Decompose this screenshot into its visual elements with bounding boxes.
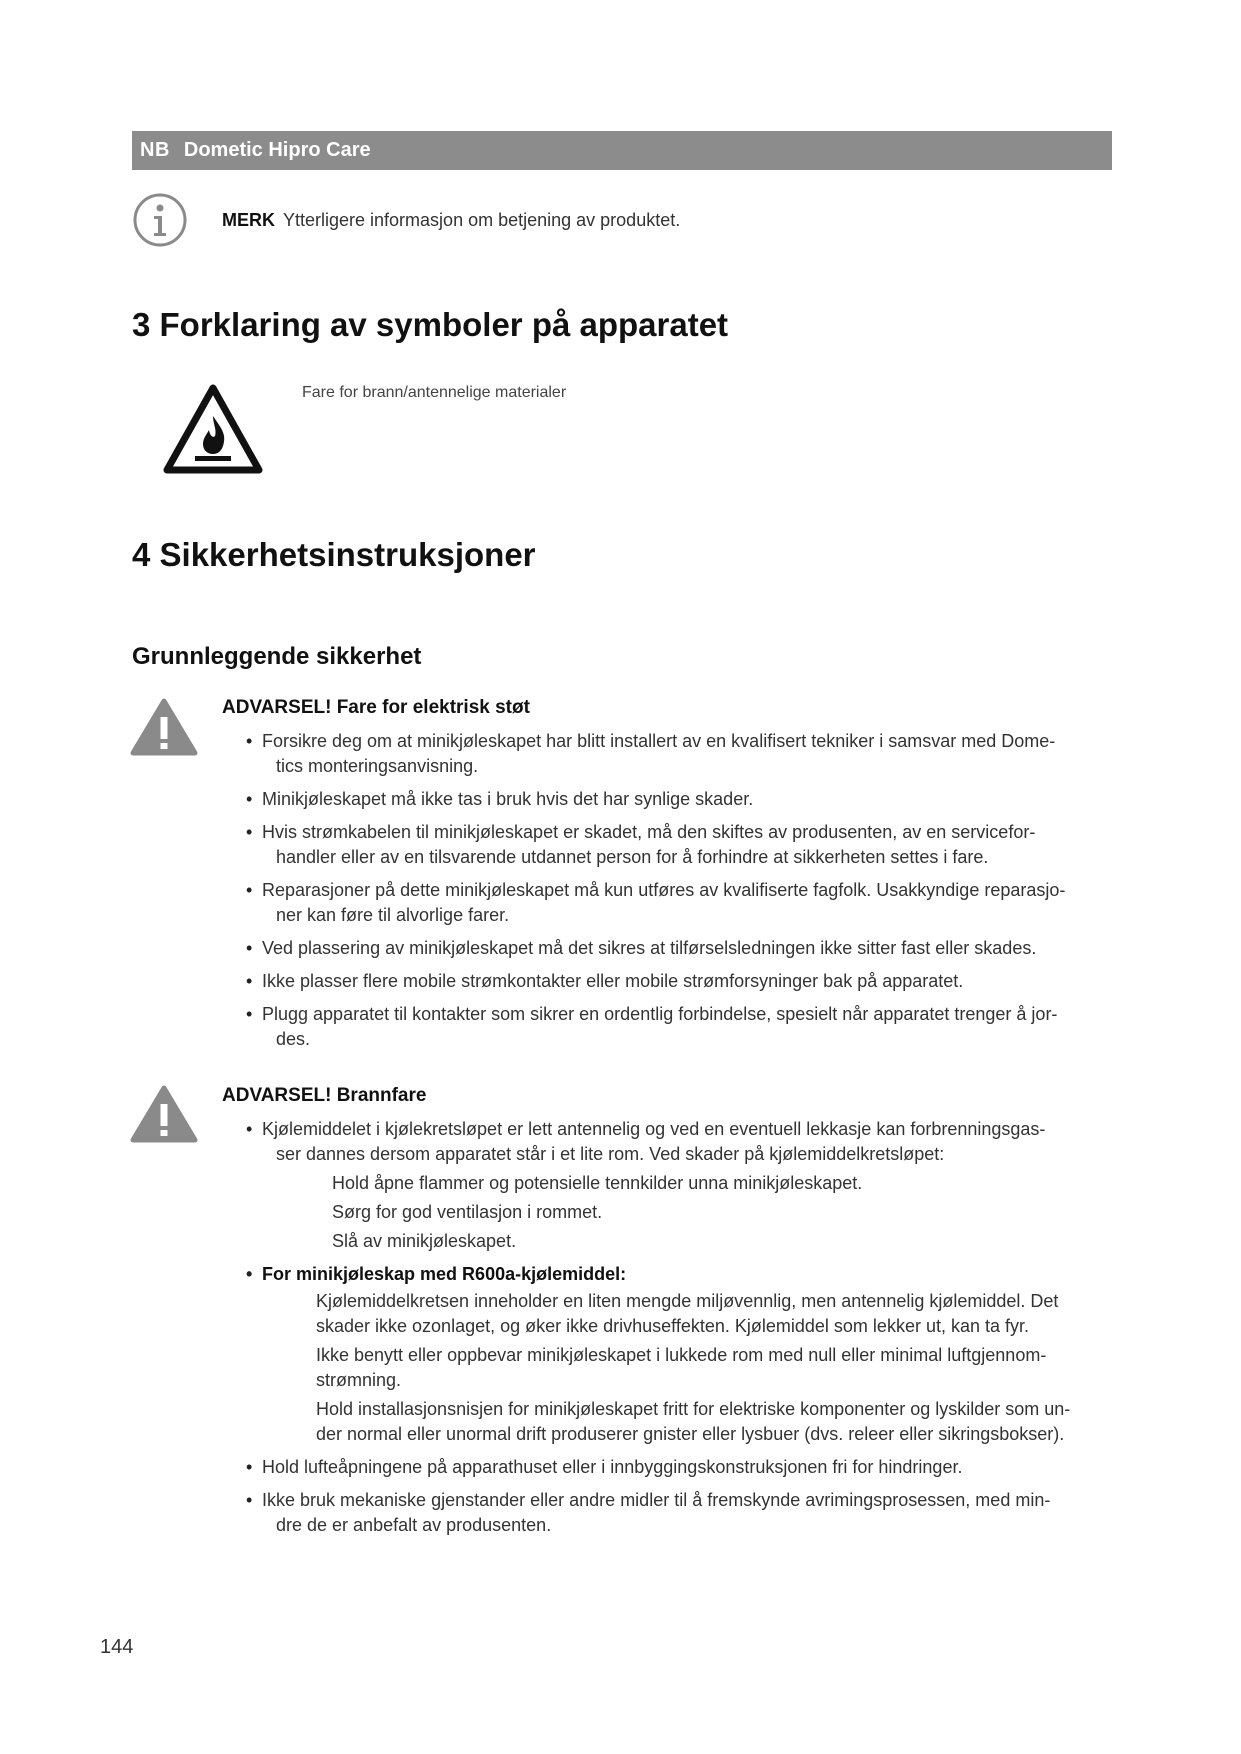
list-item-heading: • For minikjøleskap med R600a-kjølemiddel: bbox=[246, 1262, 1096, 1287]
symbol-description: Fare for brann/antennelige materialer bbox=[302, 384, 567, 401]
list-item: • Minikjøleskapet må ikke tas i bruk hvis det har synlige skader. bbox=[246, 787, 1096, 812]
list-item: • Ikke bruk mekaniske gjenstander eller andre midler til å fremskynde avrimingsprosessen, med min- dre de er anbefalt av produsenten. bbox=[246, 1488, 1096, 1538]
language-code: NB bbox=[140, 139, 170, 161]
note-text bbox=[222, 210, 680, 231]
list-item: • Hvis strømkabelen til minikjøleskapet er skadet, må den skiftes av produsenten, av en servicefor- handler eller av en tilsvarende utdannet person for å forhindre at sikkerheten settes i fare. bbox=[246, 820, 1096, 870]
info-icon bbox=[132, 192, 188, 248]
list-item: • Plugg apparatet til kontakter som sikrer en ordentlig forbindelse, spesielt når apparatet trenger å jor- des. bbox=[246, 1002, 1096, 1052]
sub-item: Hold åpne flammer og potensielle tennkilder unna minikjøleskapet. bbox=[332, 1173, 863, 1193]
warning-2-title: ADVARSEL! Brannfare bbox=[222, 1085, 427, 1106]
section-3-title: 3 Forklaring av symboler på apparatet bbox=[132, 306, 729, 343]
note-body: Ytterligere informasjon om betjening av produktet. bbox=[283, 210, 681, 230]
warning-triangle-icon bbox=[130, 1084, 198, 1144]
header-bar bbox=[132, 131, 1112, 170]
list-item: • Kjølemiddelet i kjølekretsløpet er lett antennelig og ved en eventuell lekkasje kan forbrenningsgas- ser dannes dersom apparatet står i et lite rom. Ved skader på kjølemiddelkretsløpet: Hold åpne flammer og potensielle tennkilder unna minikjøleskapet. Sørg for god ventilasjon i rommet. Slå av minikjøleskapet. bbox=[246, 1117, 1096, 1254]
page-number: 144 bbox=[100, 1636, 134, 1658]
list-item: • Forsikre deg om at minikjøleskapet har blitt installert av en kvalifisert tekniker i samsvar med Dome- tics monteringsanvisning. bbox=[246, 729, 1096, 779]
document-title: Dometic Hipro Care bbox=[183, 139, 371, 161]
warning-1-list bbox=[246, 729, 1096, 1060]
note-row bbox=[132, 192, 1112, 252]
section-4-title: 4 Sikkerhetsinstruksjoner bbox=[132, 536, 536, 573]
warning-1-title: ADVARSEL! Fare for elektrisk støt bbox=[222, 697, 530, 718]
flammable-warning-icon bbox=[163, 384, 263, 476]
note-label: MERK bbox=[222, 210, 275, 230]
warning-2-list bbox=[246, 1117, 1096, 1546]
sub-item: Sørg for god ventilasjon i rommet. bbox=[332, 1202, 603, 1222]
list-item: • Reparasjoner på dette minikjøleskapet må kun utføres av kvalifiserte fagfolk. Usakkyndige reparasjo- ner kan føre til alvorlige farer. bbox=[246, 878, 1096, 928]
paragraph: Kjølemiddelkretsen inneholder en liten mengde miljøvennlig, men antennelig kjølemiddel. Det skader ikke ozonlaget, og øker ikke drivhuseffekten. Kjølemiddel som lekker ut, kan ta fyr. bbox=[316, 1291, 1059, 1336]
sub-list bbox=[262, 1171, 1096, 1254]
sub-item: Slå av minikjøleskapet. bbox=[332, 1231, 517, 1251]
list-item: • Ikke plasser flere mobile strømkontakter eller mobile strømforsyninger bak på apparatet. bbox=[246, 969, 1096, 994]
paragraph: Hold installasjonsnisjen for minikjøleskapet fritt for elektriske komponenter og lyskilder som un- der normal eller unormal drift produserer gnister eller lysbuer (dvs. releer eller sikringsbokser). bbox=[316, 1399, 1071, 1444]
paragraph: Ikke benytt eller oppbevar minikjøleskapet i lukkede rom med null eller minimal luftgjennom- strømning. bbox=[316, 1345, 1047, 1390]
list-item: • Ved plassering av minikjøleskapet må det sikres at tilførselsledningen ikke sitter fast eller skades. bbox=[246, 936, 1096, 961]
list-item: • Hold lufteåpningene på apparathuset eller i innbyggingskonstruksjonen fri for hindringer. bbox=[246, 1455, 1096, 1480]
r600a-paragraphs bbox=[246, 1289, 1096, 1447]
subsection-title: Grunnleggende sikkerhet bbox=[132, 643, 422, 670]
warning-triangle-icon bbox=[130, 697, 198, 757]
